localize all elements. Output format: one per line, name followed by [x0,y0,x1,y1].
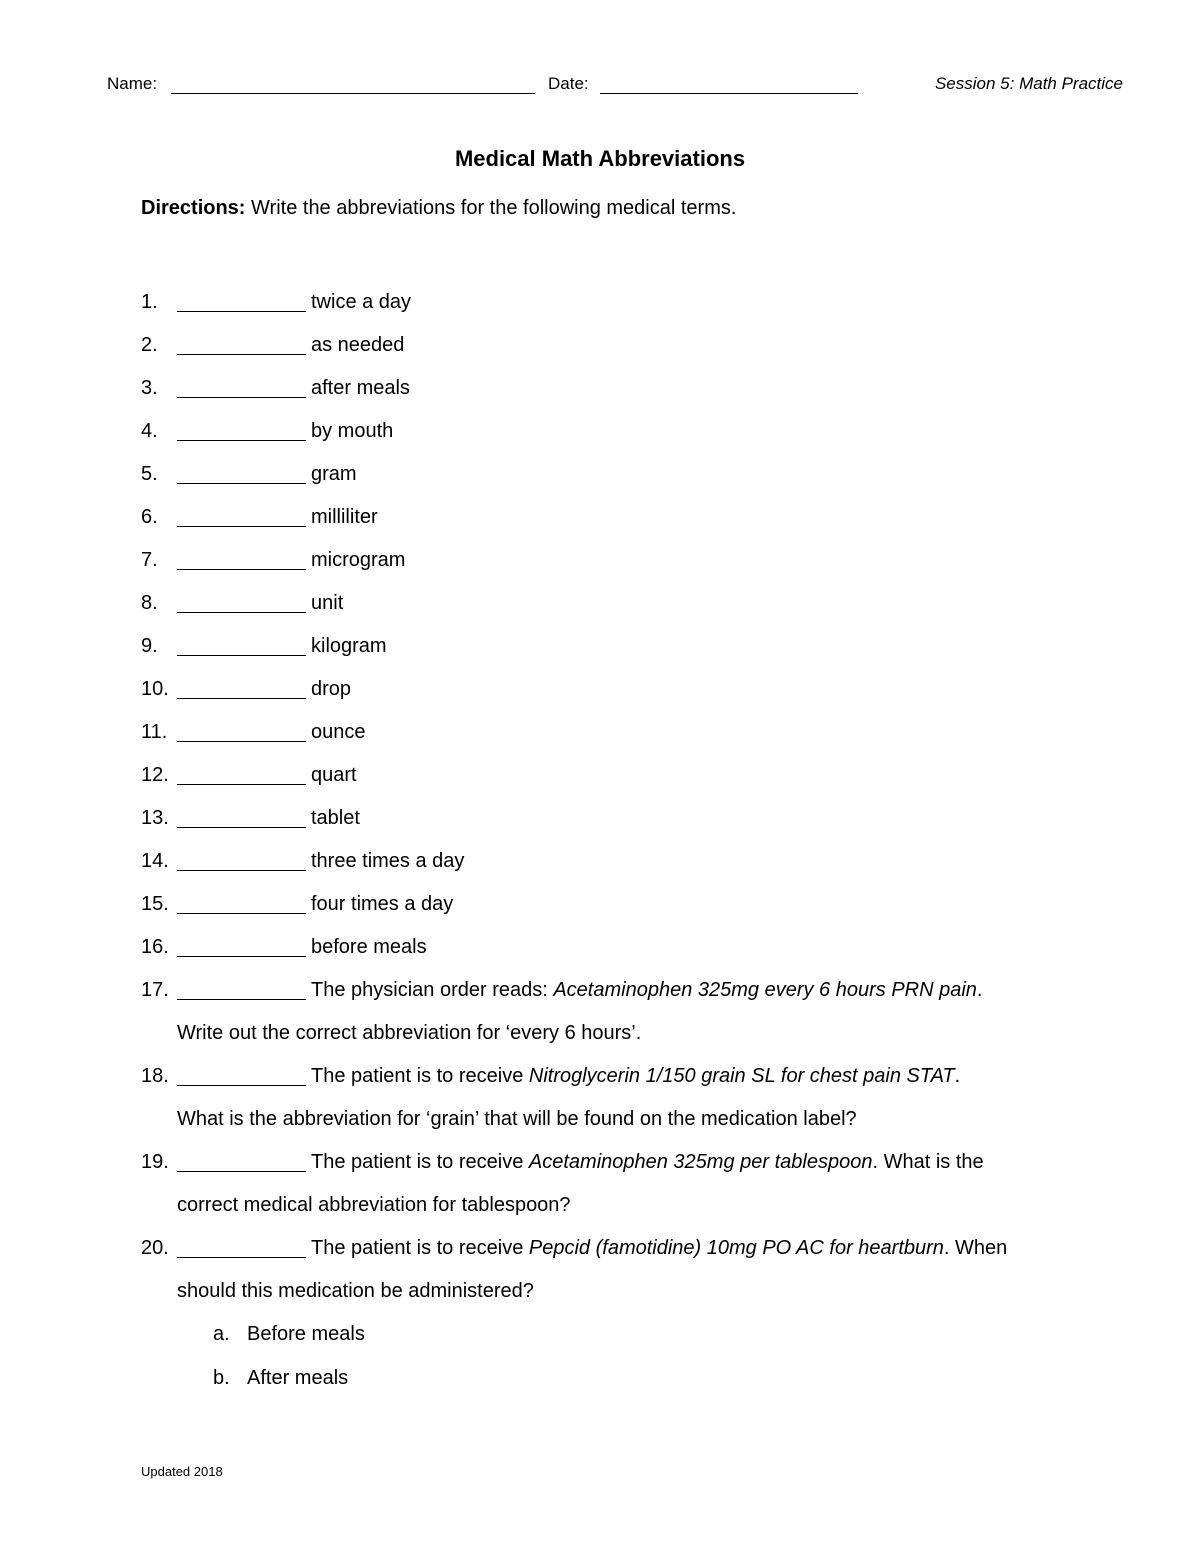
answer-blank[interactable] [177,483,306,484]
answer-blank[interactable] [177,1257,306,1258]
directions-text: Write the abbreviations for the following medical terms. [245,197,737,219]
question-item [141,288,1101,331]
answer-blank[interactable] [177,397,306,398]
question-text: microgram [311,549,406,571]
question-number: 12. [141,764,169,786]
question-text: The patient is to receive Nitroglycerin 1/150 grain SL for chest pain STAT. [311,1065,961,1087]
option-text: After meals [247,1367,349,1389]
question-item [141,503,1101,546]
question-item [141,374,1101,417]
footer-updated: Updated 2018 [141,1464,223,1479]
directions-label: Directions: [141,197,246,219]
answer-blank[interactable] [177,655,306,656]
medication-order: Acetaminophen 325mg per tablespoon [528,1151,873,1173]
question-number: 20. [141,1237,169,1259]
question-text: before meals [311,936,427,958]
question-number: 16. [141,936,169,958]
answer-blank[interactable] [177,827,306,828]
question-text: twice a day [311,291,412,313]
question-number: 2. [141,334,158,356]
question-item [141,804,1101,847]
question-item [141,976,1101,1062]
question-item [141,1234,1101,1320]
medication-order: Acetaminophen 325mg every 6 hours PRN pain [553,979,977,1001]
question-number: 15. [141,893,169,915]
page-header [107,74,1123,98]
question-number: 8. [141,592,158,614]
date-label: Date: [548,74,589,93]
page-title: Medical Math Abbreviations [454,146,746,171]
option-text: Before meals [247,1323,365,1345]
medication-order: Pepcid (famotidine) 10mg PO AC for heartburn [528,1237,944,1259]
question-number: 7. [141,549,158,571]
answer-blank[interactable] [177,956,306,957]
question-text: The patient is to receive Pepcid (famotidine) 10mg PO AC for heartburn. When [311,1237,1008,1259]
date-field[interactable] [600,93,858,94]
question-text: as needed [311,334,405,356]
question-text: drop [311,678,352,700]
question-item [141,417,1101,460]
answer-blank[interactable] [177,440,306,441]
question-item [141,675,1101,718]
option-letter: b. [213,1367,230,1389]
answer-blank[interactable] [177,784,306,785]
question-number: 14. [141,850,169,872]
question-number: 17. [141,979,169,1001]
question-text: quart [311,764,357,786]
answer-blank[interactable] [177,569,306,570]
question-text: The patient is to receive Acetaminophen 325mg per tablespoon. What is the [311,1151,984,1173]
answer-blank[interactable] [177,1171,306,1172]
question-item [141,761,1101,804]
question-text: after meals [311,377,410,399]
question-item [141,331,1101,374]
question-number: 6. [141,506,158,528]
question-text: tablet [311,807,360,829]
question-item [141,890,1101,933]
question-number: 11. [141,721,168,743]
question-item [141,847,1101,890]
question-text: by mouth [311,420,394,442]
question-item [141,460,1101,503]
name-field[interactable] [171,93,535,94]
answer-blank[interactable] [177,698,306,699]
question-number: 18. [141,1065,169,1087]
question-item [141,718,1101,761]
question-continuation: should this medication be administered? [177,1280,534,1302]
name-label: Name: [107,74,158,93]
question-number: 9. [141,635,158,657]
question-item [141,546,1101,589]
question-continuation: What is the abbreviation for ‘grain’ that will be found on the medication label? [177,1108,857,1130]
answer-blank[interactable] [177,354,306,355]
answer-blank[interactable] [177,612,306,613]
question-text: milliliter [311,506,378,528]
directions [141,197,736,220]
question-number: 1. [141,291,158,313]
question-continuation: Write out the correct abbreviation for ‘every 6 hours’. [177,1022,642,1044]
answer-blank[interactable] [177,526,306,527]
option-letter: a. [213,1323,230,1345]
question-text: four times a day [311,893,454,915]
answer-blank[interactable] [177,999,306,1000]
question-number: 10. [141,678,169,700]
question-number: 3. [141,377,158,399]
question-text: three times a day [311,850,465,872]
answer-blank[interactable] [177,870,306,871]
question-number: 19. [141,1151,169,1173]
question-number: 5. [141,463,158,485]
question-text: The physician order reads: Acetaminophen 325mg every 6 hours PRN pain. [311,979,983,1001]
question-number: 13. [141,807,169,829]
question-continuation: correct medical abbreviation for tablespoon? [177,1194,571,1216]
medication-order: Nitroglycerin 1/150 grain SL for chest pain STAT [528,1065,955,1087]
question-item [141,589,1101,632]
question-text: unit [311,592,344,614]
question-item [141,1062,1101,1148]
answer-blank[interactable] [177,741,306,742]
question-number: 4. [141,420,158,442]
question-item [141,1148,1101,1234]
question-item [141,933,1101,976]
answer-blank[interactable] [177,1085,306,1086]
session-title: Session 5: Math Practice [934,74,1123,93]
answer-blank[interactable] [177,913,306,914]
answer-options [141,1320,1101,1408]
question-list [141,288,1101,1408]
question-item [141,632,1101,675]
question-text: ounce [311,721,366,743]
answer-blank[interactable] [177,311,306,312]
question-text: kilogram [311,635,387,657]
question-text: gram [311,463,357,485]
